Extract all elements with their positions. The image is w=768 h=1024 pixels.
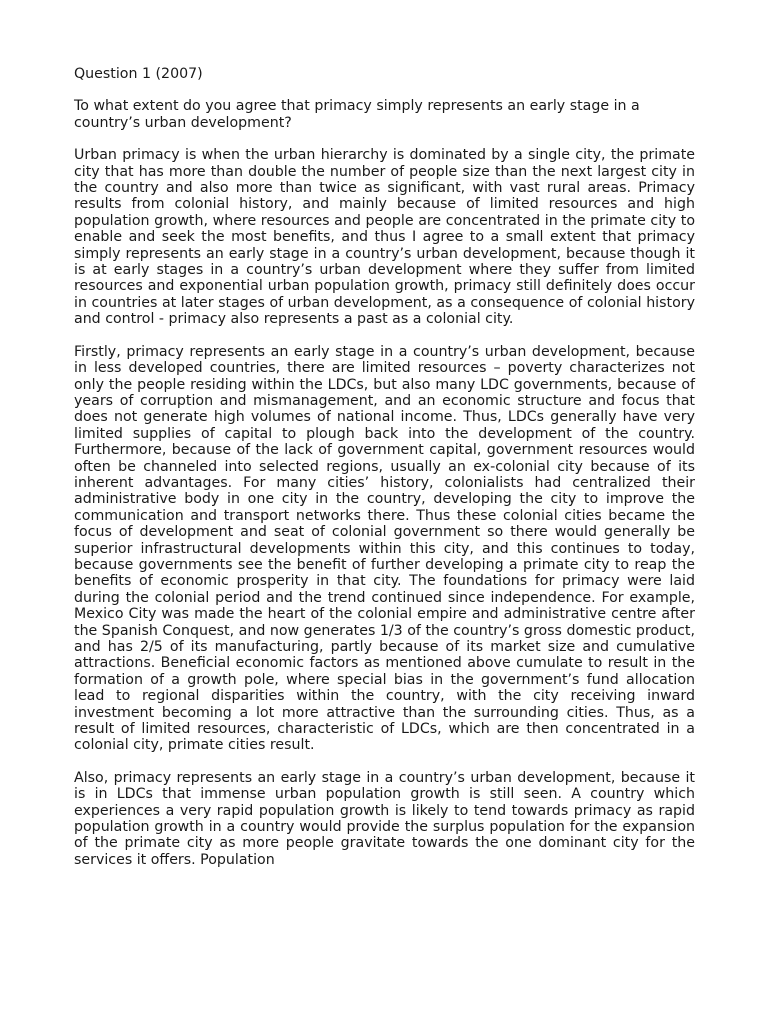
essay-question: To what extent do you agree that primacy simply represents an early stage in a country’s urban development? xyxy=(74,98,640,131)
paragraph-limited-resources: Firstly, primacy represents an early stage in a country’s urban development, because in less developed countries, there are limited resources – poverty characterizes not only the people residing within the LDCs, but also many LDC governments, because of years of corruption and mismanagement, and an economic structure and focus that does not generate high volumes of national income. Thus, LDCs generally have very limited supplies of capital to plough back into the development of the country. Furthermore, because of the lack of government capital, government resources would often be channeled into selected regions, usually an ex-colonial city because of its inherent advantages. For many cities’ history, colonialists had centralized their administrative body in one city in the country, developing the city to improve the communication and transport networks there. Thus these colonial cities became the focus of development and seat of colonial government so there would generally be superior infrastructural developments within this city, and this continues to today, because governments see the benefit of further developing a primate city to reap the benefits of economic prosperity in that city. The foundations for primacy were laid during the colonial period and the trend continued since independence. For example, Mexico City was made the heart of the colonial empire and administrative centre after the Spanish Conquest, and now generates 1/3 of the country’s gross domestic product, and has 2/5 of its manufacturing, partly because of its market size and cumulative attractions. Beneficial economic factors as mentioned above cumulate to result in the formation of a growth pole, where special bias in the government’s fund allocation lead to regional disparities within the country, with the city receiving inward investment becoming a lot more attractive than the surrounding cities. Thus, as a result of limited resources, characteristic of LDCs, which are then concentrated in a colonial city, primate cities result. xyxy=(74,343,695,754)
document-page xyxy=(74,66,695,884)
paragraph-introduction: Urban primacy is when the urban hierarchy is dominated by a single city, the primate city that has more than double the number of people size than the next largest city in the country and also more than twice as significant, with vast rural areas. Primacy results from colonial history, and mainly because of limited resources and high population growth, where resources and people are concentrated in the primate city to enable and seek the most benefits, and thus I agree to a small extent that primacy simply represents an early stage in a country’s urban development, because though it is at early stages in a country’s urban development where they suffer from limited resources and exponential urban population growth, primacy still definitely does occur in countries at later stages of urban development, as a consequence of colonial history and control - primacy also represents a past as a colonial city. xyxy=(74,147,695,328)
paragraph-population-growth: Also, primacy represents an early stage in a country’s urban development, because it is in LDCs that immense urban population growth is still seen. A country which experiences a very rapid population growth is likely to tend towards primacy as rapid population growth in a country would provide the surplus population for the expansion of the primate city as more people gravitate towards the one dominant city for the services it offers. Population xyxy=(74,769,695,868)
question-heading: Question 1 (2007) xyxy=(74,66,203,82)
